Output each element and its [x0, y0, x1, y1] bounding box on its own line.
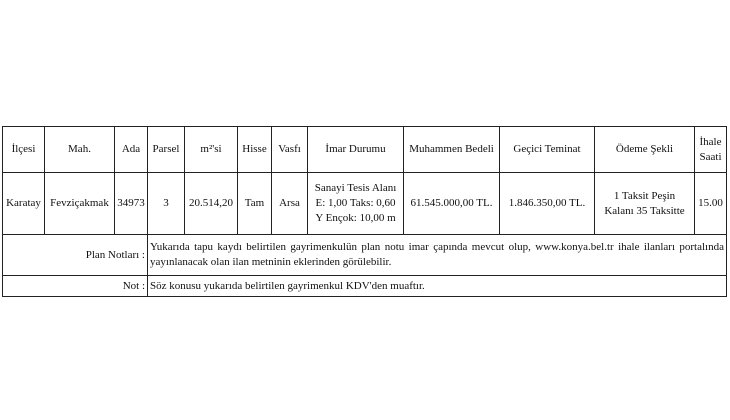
header-teminat: Geçici Teminat — [500, 127, 595, 173]
header-parsel: Parsel — [148, 127, 185, 173]
cell-vasif: Arsa — [272, 173, 308, 235]
auction-table — [2, 126, 727, 297]
plan-notes-text: Yukarıda tapu kaydı belirtilen gayrimenkulün plan notu imar çapında mevcut olup, www.konya.bel.tr ihale ilanları portalında yayınlanacak olan ilan metninin eklerinden görülebilir. — [148, 235, 727, 276]
header-ada: Ada — [115, 127, 148, 173]
odeme-line-1: 1 Taksit Peşin — [613, 189, 676, 202]
header-muhammen: Muhammen Bedeli — [404, 127, 500, 173]
plan-notes-label: Plan Notları : — [3, 235, 148, 276]
imar-line-2: E: 1,00 Taks: 0,60 — [315, 197, 396, 209]
header-row — [3, 127, 727, 173]
note-label: Not : — [3, 276, 148, 297]
cell-imar — [308, 173, 404, 235]
header-m2: m²'si — [185, 127, 238, 173]
plan-notes-row — [3, 235, 727, 276]
cell-mahalle: Fevziçakmak — [45, 173, 115, 235]
cell-ada: 34973 — [115, 173, 148, 235]
cell-parsel: 3 — [148, 173, 185, 235]
cell-saat: 15.00 — [695, 173, 727, 235]
cell-teminat: 1.846.350,00 TL. — [500, 173, 595, 235]
note-row — [3, 276, 727, 297]
imar-line-3: Y Ençok: 10,00 m — [315, 212, 396, 224]
header-vasif: Vasfı — [272, 127, 308, 173]
cell-odeme — [595, 173, 695, 235]
note-text: Söz konusu yukarıda belirtilen gayrimenkul KDV'den muaftır. — [148, 276, 727, 297]
header-saat: İhale Saati — [695, 127, 727, 173]
imar-line-1: Sanayi Tesis Alanı — [314, 182, 397, 194]
header-mahalle: Mah. — [45, 127, 115, 173]
header-imar: İmar Durumu — [308, 127, 404, 173]
cell-muhammen: 61.545.000,00 TL. — [404, 173, 500, 235]
cell-hisse: Tam — [238, 173, 272, 235]
header-odeme: Ödeme Şekli — [595, 127, 695, 173]
header-hisse: Hisse — [238, 127, 272, 173]
odeme-line-2: Kalanı 35 Taksitte — [604, 204, 685, 217]
table-row — [3, 173, 727, 235]
header-ilce: İlçesi — [3, 127, 45, 173]
cell-m2: 20.514,20 — [185, 173, 238, 235]
cell-ilce: Karatay — [3, 173, 45, 235]
